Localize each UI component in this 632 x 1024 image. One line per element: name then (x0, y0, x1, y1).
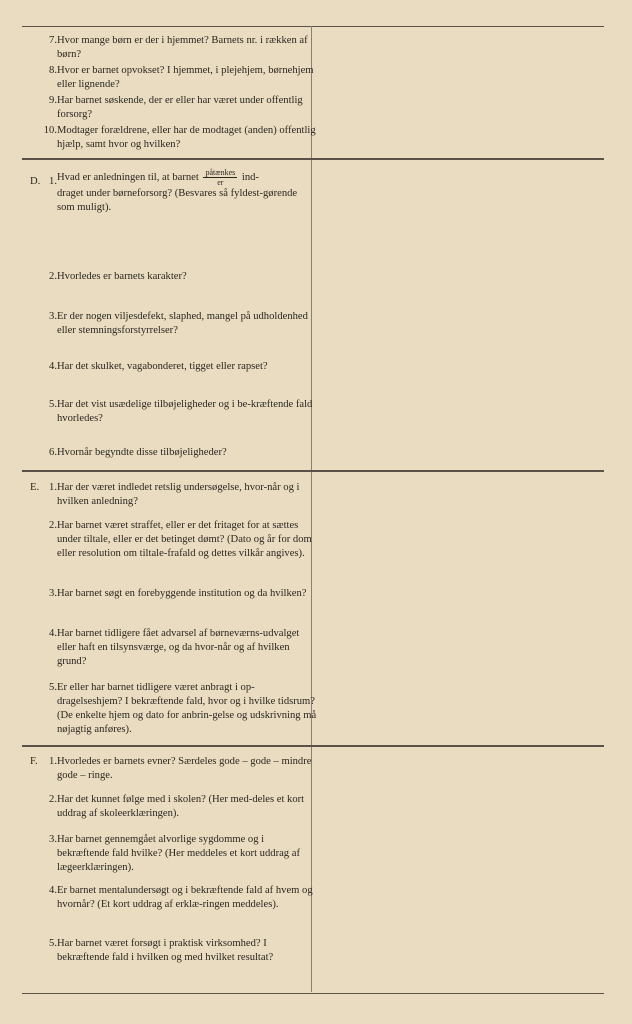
question-number: 9. (49, 95, 57, 106)
question-text: Har barnet været forsøgt i praktisk virksomhed? I bekræftende fald i hvilken og med hvilket resultat? (57, 938, 274, 963)
question-d4 (49, 360, 319, 374)
question-number: 5. (49, 399, 57, 410)
question-text: Hvorledes er barnets evner? Særdeles gode – gode – mindre gode – ringe. (57, 756, 312, 781)
question-text: Hvornår begyndte disse tilbøjeligheder? (57, 447, 227, 458)
question-f5 (49, 937, 319, 965)
question-text: Hvad er anledningen til, at barnet (57, 171, 199, 183)
question-f3 (49, 833, 319, 875)
question-d1-line1 (57, 168, 312, 187)
question-text: Har der været indledet retslig undersøgelse, hvor-når og i hvilken anledning? (57, 482, 300, 507)
question-text: Har det vist usædelige tilbøjeligheder og i be-kræftende fald hvorledes? (57, 399, 313, 424)
question-number: 1. (49, 176, 57, 187)
question-e5 (49, 681, 319, 737)
question-text: Har det skulket, vagabonderet, tigget eller rapset? (57, 361, 268, 372)
question-number: 1. (49, 482, 57, 493)
question-text: Er der nogen viljesdefekt, slaphed, mangel på udholdenhed eller stemningsforstyrrelser? (57, 311, 308, 336)
question-text: ind- (241, 171, 259, 183)
question-text: Har barnet tidligere fået advarsel af børneværns-udvalget eller haft en tilsynsværge, og da hvor-når og af hvilken grund? (57, 628, 300, 667)
question-number: 2. (49, 271, 57, 282)
question-c7 (49, 34, 319, 62)
question-text: Har barnet søgt en forebyggende institution og da hvilken? (57, 588, 307, 599)
question-d5 (49, 398, 319, 426)
option-fraction (203, 168, 237, 187)
question-text: Er barnet mentalundersøgt og i bekræftende fald af hvem og hvornår? (Et kort uddrag af erklæ-ringen meddeles). (57, 885, 313, 910)
question-number: 3. (49, 311, 57, 322)
question-number: 1. (49, 756, 57, 767)
question-text: Har barnet søskende, der er eller har været under offentlig forsorg? (57, 95, 303, 120)
question-number: 2. (49, 520, 57, 531)
question-number: 2. (49, 794, 57, 805)
question-number: 7. (49, 35, 57, 46)
question-text: Modtager forældrene, eller har de modtaget (anden) offentlig hjælp, samt hvor og hvilken? (57, 125, 316, 150)
question-number: 3. (49, 834, 57, 845)
question-number: 3. (49, 588, 57, 599)
question-number: 4. (49, 885, 57, 896)
question-number: 10. (43, 125, 57, 136)
section-letter-e: E. (30, 482, 40, 493)
section-letter-d: D. (30, 176, 41, 187)
question-text: Har barnet været straffet, eller er det fritaget for at sættes under tiltale, eller er det betinget dømt? (Dato og år for dom eller resolution om tiltale-frafald og dettes vilkår angives). (57, 520, 312, 559)
option-er: er (217, 178, 224, 187)
question-number: 4. (49, 628, 57, 639)
question-d3 (49, 310, 319, 338)
question-number: 8. (49, 65, 57, 76)
question-f2 (49, 793, 319, 821)
question-f1 (49, 755, 319, 783)
question-c8 (49, 64, 319, 92)
question-d1 (49, 168, 312, 215)
question-e4 (49, 627, 319, 669)
question-text: Hvor er barnet opvokset? I hjemmet, i plejehjem, børnehjem eller lignende? (57, 65, 314, 90)
question-number: 6. (49, 447, 57, 458)
question-d6 (49, 446, 319, 460)
option-paatænkes: påtænkes (205, 168, 236, 177)
question-c10 (43, 124, 319, 152)
question-number: 4. (49, 361, 57, 372)
question-e1 (49, 481, 319, 509)
question-number: 5. (49, 938, 57, 949)
question-text: draget under børneforsorg? (Besvares så fyldest-gørende som muligt). (57, 188, 298, 213)
question-text: Har det kunnet følge med i skolen? (Her med-deles et kort uddrag af skoleerklæringen). (57, 794, 305, 819)
question-text: Hvor mange børn er der i hjemmet? Barnets nr. i rækken af børn? (57, 35, 308, 60)
question-d2 (49, 270, 319, 284)
question-e2 (49, 519, 319, 561)
question-text: Hvorledes er barnets karakter? (57, 271, 187, 282)
answer-column[interactable] (312, 27, 604, 991)
question-text: Har barnet gennemgået alvorlige sygdomme og i bekræftende fald hvilke? (Her meddeles et kort uddrag af lægeerklæringen). (57, 834, 300, 873)
question-text: Er eller har barnet tidligere været anbragt i op-dragelseshjem? I bekræftende fald, hvor og i hvilke tidsrum? (De enkelte hjem og dato for anbrin-gelse og udskrivning må nøjagtig anføres). (57, 682, 317, 735)
section-letter-f: F. (30, 756, 38, 767)
question-e3 (49, 587, 319, 601)
question-c9 (49, 94, 319, 122)
question-f4 (49, 884, 319, 912)
question-number: 5. (49, 682, 57, 693)
